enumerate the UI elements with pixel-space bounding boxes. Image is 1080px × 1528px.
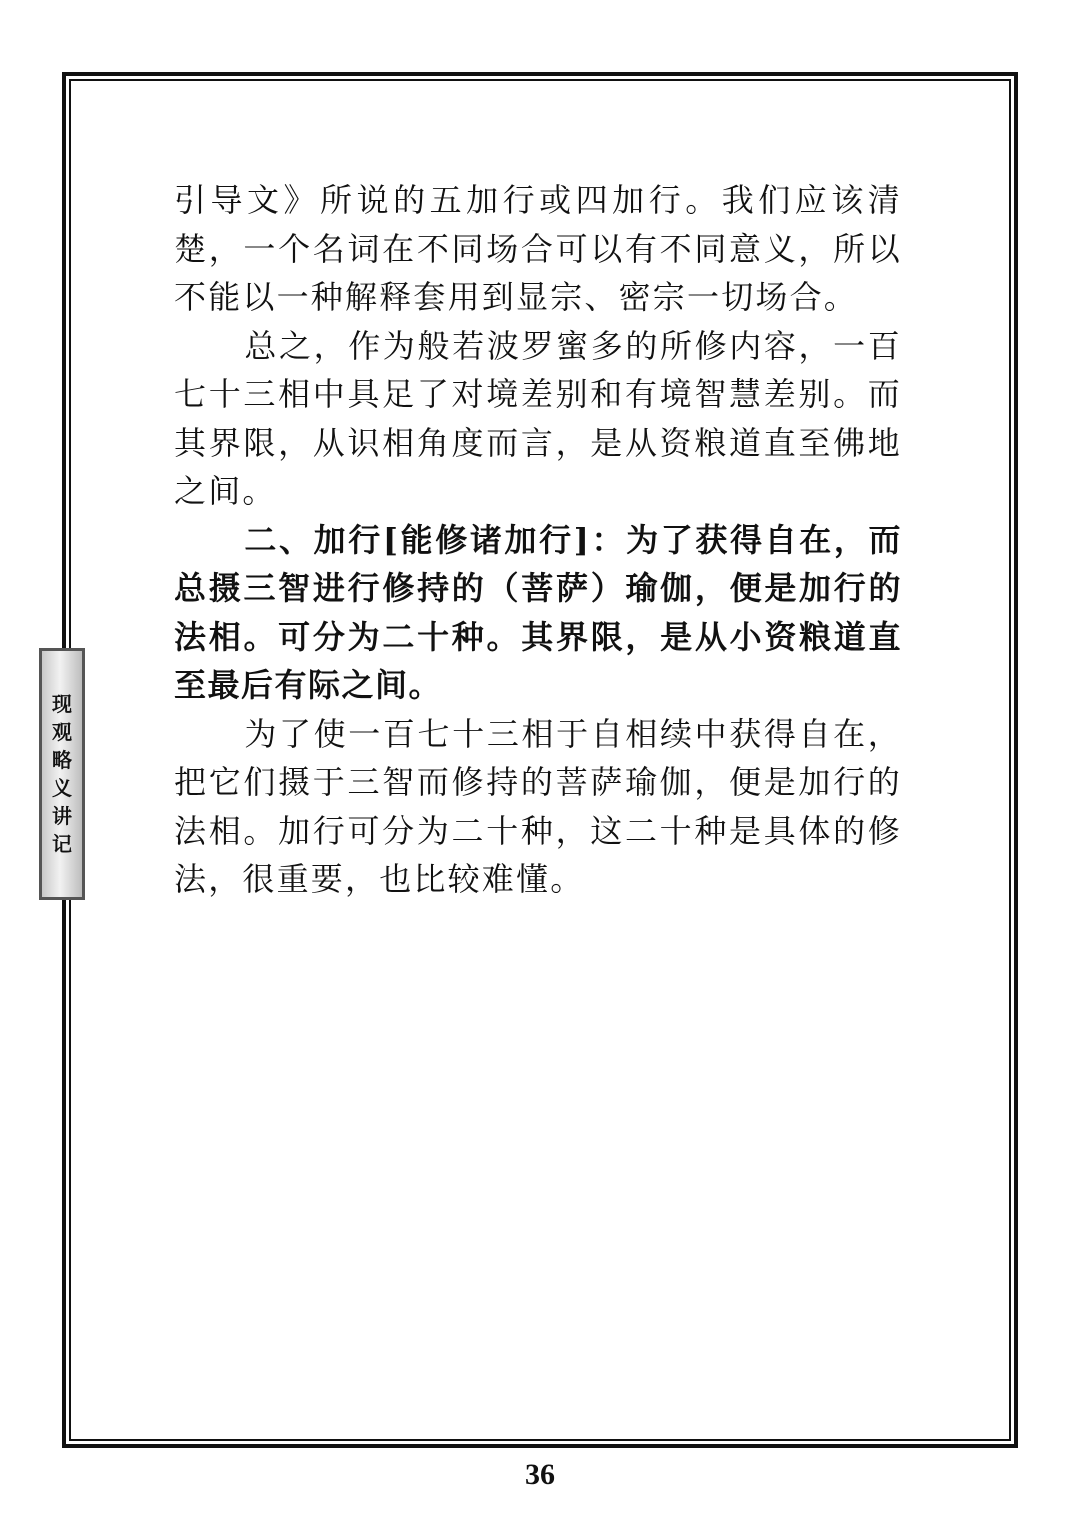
side-tab-char: 略 xyxy=(52,748,72,772)
paragraph-continuation: 引导文》所说的五加行或四加行。我们应该清楚，一个名词在不同场合可以有不同意义，所以不能以一种解释套用到显宗、密宗一切场合。 xyxy=(174,181,902,316)
paragraph-summary: 总之，作为般若波罗蜜多的所修内容，一百七十三相中具足了对境差别和有境智慧差别。而其界限，从识相角度而言，是从资粮道直至佛地之间。 xyxy=(174,326,902,510)
side-tab-char: 观 xyxy=(52,720,72,744)
side-tab-book-title xyxy=(39,648,85,900)
side-tab-char: 记 xyxy=(52,832,72,856)
side-tab-char: 义 xyxy=(52,776,72,800)
paragraph-root-text-bold: 二、加行[能修诸加行]：为了获得自在，而总摄三智进行修持的（菩萨）瑜伽，便是加行的法相。可分为二十种。其界限，是从小资粮道直至最后有际之间。 xyxy=(174,520,902,704)
side-tab-char: 讲 xyxy=(52,804,72,828)
side-tab-char: 现 xyxy=(52,692,72,716)
page-number: 36 xyxy=(525,1458,555,1491)
body-text xyxy=(174,176,902,904)
paragraph-commentary: 为了使一百七十三相于自相续中获得自在，把它们摄于三智而修持的菩萨瑜伽，便是加行的法相。加行可分为二十种，这二十种是具体的修法，很重要，也比较难懂。 xyxy=(174,714,902,898)
